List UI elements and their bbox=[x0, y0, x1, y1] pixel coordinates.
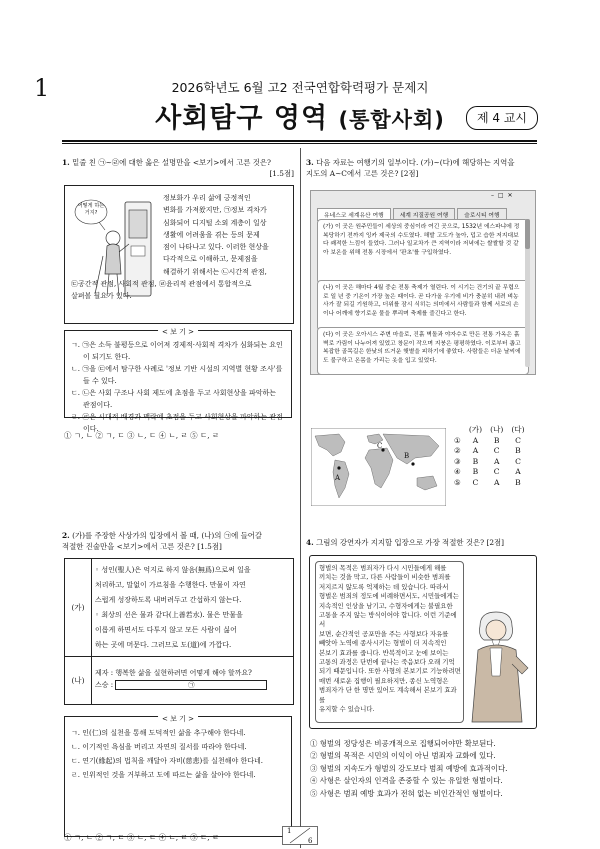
marker-a bbox=[337, 466, 340, 469]
q4-line: 고통을 주지 않는 방식이어야 합니다. 이런 기준에서 bbox=[319, 611, 457, 629]
q3-panel-na: (나) 이 곳은 해마다 4월 중순 전통 축제가 열린다. 이 시기는 건기의 끝 무렵으로 일 년 중 기온이 가장 높은 때이다. 곧 다가올 우기에 비가 충분히 내려 벼농사가 잘 되길 기원하고, 더위를 잠시 식히는 의미에서 사람들과 함께 서로의 손이나 어깨에 향기로운 물을 뿌리며 축제를 즐긴다고 한다. bbox=[317, 280, 529, 331]
q4-line: 되기 때문입니다. 또한 사형의 본보기로 기능하려면 bbox=[319, 667, 461, 676]
footer-page: 1 bbox=[287, 827, 292, 835]
q3-cell: ③ bbox=[454, 456, 461, 466]
q2-bogi-title: < 보 기 > bbox=[158, 712, 198, 726]
q4-passage-box bbox=[309, 555, 537, 729]
q3-cell: A bbox=[515, 467, 521, 477]
q2-ga-line: 이롭게 하면서도 다투지 않고 모든 사람이 싫어 bbox=[95, 626, 237, 634]
period-badge: 제 4 교시 bbox=[466, 106, 538, 130]
q1-prompt-text: 밑줄 친 ㉠~㉣에 대한 옳은 설명만을 <보기>에서 고른 것은? bbox=[72, 158, 271, 167]
q2-prompt-line: (가)를 주장한 사상가의 입장에서 볼 때, (나)의 ㉠에 들어갈 bbox=[72, 531, 263, 540]
q4-option[interactable]: ① 형벌의 정당성은 비공개적으로 집행되어야만 확보된다. bbox=[310, 739, 496, 748]
subject-sub: (통합사회) bbox=[338, 108, 445, 132]
q2-na-answer-label: 스승 : bbox=[95, 681, 114, 689]
q4-line: 지속적인 인상을 남기고, 수형자에게는 불필요한 bbox=[319, 601, 453, 610]
q1-line: 다각적으로 이해하고, 문제점을 bbox=[163, 255, 258, 264]
q1-bogi-item: ㄹ. ㉣은 시대적 배경과 맥락에 초점을 두고 사회현상을 파악하는 관점이다. bbox=[71, 413, 283, 433]
q4-line: 빼앗아 노역에 종사시키는 형벌이 더 지속적인 bbox=[319, 639, 447, 648]
q1-line: 살펴볼 필요가 있다. bbox=[71, 292, 132, 301]
q4-option[interactable]: ⑤ 사형은 범죄 예방 효과가 전혀 없는 비인간적인 형벌이다. bbox=[310, 788, 503, 798]
q1-line: 해결하기 위해서는 ㉡시간적 관점, bbox=[163, 267, 267, 276]
q3-cell: C bbox=[472, 477, 479, 487]
maximize-icon[interactable]: □ bbox=[497, 192, 505, 199]
q4-option[interactable]: ② 형벌의 목적은 시민의 이익이 아닌 범죄자 교화에 있다. bbox=[310, 751, 496, 761]
q3-cell: A bbox=[472, 435, 479, 445]
q3-cell: A bbox=[493, 477, 500, 487]
q3-cell: B bbox=[472, 467, 479, 477]
q1-line: 점이 나타나고 있다. 이러한 현상을 bbox=[163, 243, 269, 252]
q3-table-row bbox=[450, 467, 529, 478]
q2-prompt-line: 적절한 진술만을 <보기>에서 고른 것은? bbox=[62, 541, 195, 551]
q2-na-blank: ㉠ bbox=[115, 680, 267, 690]
q3-points: [2점] bbox=[400, 168, 419, 178]
q2-points: [1.5점] bbox=[197, 541, 222, 551]
q1-line: 변화를 가져왔지만, ㉠정보 격차가 bbox=[163, 206, 267, 215]
q2-ga-line: ◦ 성인(聖人)은 억지로 하지 않음(無爲)으로써 일을 bbox=[95, 566, 251, 574]
q3-cell: ④ bbox=[454, 467, 461, 477]
q1-bogi-title: < 보 기 > bbox=[158, 326, 198, 338]
q1-bogi-item: ㄷ. ㉡은 사회 구조나 사회 제도에 초점을 두고 사회현상을 파악하는 관점이다. bbox=[71, 389, 277, 409]
q1-line: 생활에 어려움을 겪는 등의 문제 bbox=[163, 230, 260, 239]
map-label-a: A bbox=[335, 474, 341, 482]
exam-title: 2026학년도 6월 고2 전국연합학력평가 문제지 bbox=[171, 80, 429, 95]
marker-b bbox=[411, 462, 414, 465]
q1-line: 정보화가 우리 삶에 긍정적인 bbox=[163, 194, 251, 202]
q3-cell: C bbox=[493, 467, 500, 477]
header-rule-thin bbox=[62, 143, 537, 144]
q2-na-label: (나) bbox=[65, 657, 92, 704]
q2-na-text bbox=[95, 667, 289, 691]
q2-ga-label: (가) bbox=[65, 559, 92, 657]
q2-bogi-item: ㄴ. 이기적인 욕심을 버리고 자연의 질서를 따라야 한다네. bbox=[71, 743, 247, 751]
subject-main: 사회탐구 영역 bbox=[155, 103, 329, 134]
q3-prompt-line: 다음 자료는 여행기의 일부이다. (가)~(다)에 해당하는 지역을 bbox=[316, 158, 515, 167]
q2-ga-text bbox=[95, 563, 289, 653]
q4-passage-text bbox=[319, 564, 461, 715]
q3-table-row bbox=[450, 457, 529, 468]
q2-prompt bbox=[62, 531, 294, 552]
q3-cell: A bbox=[472, 446, 479, 456]
q1-points: [1.5점] bbox=[269, 168, 294, 178]
q2-number: 2. bbox=[62, 531, 70, 540]
map-label-c: C bbox=[377, 442, 383, 450]
q2-bogi-box bbox=[64, 716, 292, 837]
q4-line: 형벌은 범죄의 정도에 비례하면서도, 시민들에게는 bbox=[319, 592, 459, 601]
q4-number: 4. bbox=[306, 538, 314, 547]
q4-line: 매번 새로운 집행이 필요하지만, 종신 노역형은 bbox=[319, 676, 449, 685]
q4-lecturer-illustration bbox=[466, 606, 532, 724]
q4-options bbox=[310, 738, 542, 800]
q3-cell: B bbox=[472, 456, 479, 466]
q1-line: 심화되어 디지털 소외 계층이 일상 bbox=[163, 218, 267, 227]
q4-option[interactable]: ④ 사형은 살인자의 인격을 존중할 수 있는 유일한 형벌이다. bbox=[310, 776, 503, 786]
minimize-icon[interactable]: – bbox=[491, 192, 495, 199]
q4-line: 범죄자가 단 한 명만 있어도 계속해서 본보기 효과를 bbox=[319, 686, 457, 704]
q3-number: 3. bbox=[306, 158, 314, 167]
q2-bogi-item: ㄱ. 인(仁)의 실천을 통해 도덕적인 삶을 추구해야 한다네. bbox=[71, 729, 246, 737]
scrollbar-thumb[interactable] bbox=[525, 219, 530, 249]
map-label-b: B bbox=[404, 452, 410, 460]
page-number: 1 bbox=[34, 74, 50, 102]
q3-cell: B bbox=[493, 435, 500, 445]
q3-cell: C bbox=[515, 435, 521, 445]
q2-bogi-item: ㄷ. 연기(緣起)의 법칙을 깨달아 자비(慈悲)를 실천해야 한다네. bbox=[71, 757, 263, 765]
q4-line: 보면, 순간적인 공포만을 주는 사형보다 자유를 bbox=[319, 629, 449, 638]
q3-travel-window bbox=[310, 190, 536, 375]
q3-world-map bbox=[311, 428, 446, 506]
footer-total: 6 bbox=[308, 837, 313, 845]
q1-choices: ① ㄱ, ㄴ ② ㄱ, ㄷ ③ ㄴ, ㄷ ④ ㄴ, ㄹ ⑤ ㄷ, ㄹ bbox=[64, 431, 220, 440]
q3-cell: ② bbox=[454, 446, 461, 456]
q1-line: ㉢공간적 관점, 사회적 관점, ㉣윤리적 관점에서 통합적으로 bbox=[71, 280, 252, 288]
q3-cell: ① bbox=[454, 435, 461, 445]
q2-choices: ① ㄱ, ㄴ ② ㄱ, ㄷ ③ ㄴ, ㄷ ④ ㄴ, ㄹ ⑤ ㄷ, ㄹ bbox=[64, 833, 220, 842]
q2-bogi-item: ㄹ. 인위적인 것을 거부하고 도에 따르는 삶을 살아야 한다네. bbox=[71, 771, 256, 779]
q3-cell: C bbox=[493, 446, 500, 456]
q4-points: [2점] bbox=[486, 538, 505, 547]
tab-geopark[interactable]: 세계 지질공원 여행 bbox=[393, 208, 455, 221]
q4-prompt bbox=[306, 538, 538, 549]
q3-prompt bbox=[306, 158, 538, 179]
q4-line: 고통의 과정은 단번에 끝나는 죽음보다 오래 기억 bbox=[319, 658, 455, 667]
q3-answer-table bbox=[450, 425, 529, 489]
q2-ga-line: 스럽게 성장하도록 내버려두고 간섭하지 않는다. bbox=[95, 596, 242, 604]
q3-cell: C bbox=[515, 456, 521, 466]
q3-col-na: (나) bbox=[490, 425, 504, 434]
scrollbar[interactable] bbox=[525, 219, 530, 367]
q1-passage-box bbox=[64, 185, 294, 324]
close-icon[interactable]: ✕ bbox=[507, 192, 514, 199]
q3-prompt-line: 지도의 A~C에서 고른 것은? bbox=[306, 168, 399, 178]
q1-bogi-box bbox=[64, 328, 292, 433]
q2-ga-line: ◦ 최상의 선은 물과 같다(上善若水). 물은 만물을 bbox=[95, 611, 243, 619]
q3-cell: A bbox=[493, 456, 500, 466]
q3-col-ga: (가) bbox=[468, 425, 483, 434]
q2-table-divider bbox=[65, 656, 293, 657]
q4-prompt-text: 그림의 강연자가 지지할 입장으로 가장 적절한 것은? bbox=[316, 538, 485, 547]
q3-table-row bbox=[450, 446, 529, 457]
q3-table-row bbox=[450, 478, 529, 489]
q1-prompt bbox=[62, 158, 294, 179]
q3-col-da: (다) bbox=[511, 425, 525, 434]
q3-cell: ⑤ bbox=[454, 477, 461, 487]
window-controls bbox=[491, 192, 514, 199]
q3-table-header bbox=[450, 425, 529, 436]
tab-slowcity[interactable]: 슬로시티 여행 bbox=[457, 208, 506, 221]
header-rule bbox=[62, 140, 537, 142]
q1-speech-bubble: 어떻게 하는 거지? bbox=[77, 203, 105, 216]
q2-passage-table bbox=[64, 558, 294, 705]
column-divider bbox=[300, 148, 301, 848]
q4-line: 유지할 수 있습니다. bbox=[319, 705, 375, 714]
q3-panel-da: (다) 이 곳은 오아시스 주변 마을로, 진흙 벽돌과 야자수로 만든 전통 가옥은 흙벽로 가림이 나누어져 있었고 창문이 작으며 지붕은 평평하였다. 이로부터 좁고 복잡한 골목길은 한낮의 뜨거운 햇볕을 피하기에 좋았다. 사람들은 더운 날씨에도 불구하고 온몸을 가리는 옷을 입고 있었다. bbox=[317, 327, 529, 375]
q3-panel-ga: (가) 이 곳은 원주민들이 세상의 중심이라 여긴 곳으로, 1532년 에스파냐에 정복당하기 전까지 잉카 제국의 수도였다. 해발 고도가 높아, 덥고 습한 저지대보다 쾌적한 느낌이 들었다. 그러나 일교차가 큰 지역이라 저녁에는 쌀쌀할 것 같아 보온을 위해 전통 시장에서 '판초'를 구입하였다. bbox=[317, 219, 529, 284]
q4-line: 저지르지 않도록 억제하는 데 있습니다. 따라서 bbox=[319, 582, 449, 591]
q1-passage-text bbox=[163, 192, 289, 278]
q3-cell: B bbox=[515, 446, 521, 456]
q1-number: 1. bbox=[62, 158, 70, 167]
q4-line: 본보기 효과를 줍니다. 반복적이고 눈에 보이는 bbox=[319, 648, 449, 657]
q1-bogi-item: ㄴ. ㉠을 ㉢에서 탐구한 사례로 '정보 기반 시설의 지역별 현황 조사'를 들 수 있다. bbox=[71, 365, 283, 385]
q3-table-row bbox=[450, 436, 529, 447]
q4-line: 형벌의 목적은 범죄자가 다시 시민들에게 해를 bbox=[319, 564, 447, 572]
q2-na-question: 제자 : 행복한 삶을 실현하려면 어떻게 해야 할까요? bbox=[95, 669, 252, 677]
q1-bogi-item: ㄱ. ㉠은 소득 불평등으로 이어져 경제적·사회적 격차가 심화되는 요인이 되기도 한다. bbox=[71, 341, 283, 361]
q1-passage-tail bbox=[71, 278, 289, 303]
q2-ga-line: 처리하고, 말없이 가르침을 수행한다. 만물이 자연 bbox=[95, 581, 246, 589]
q3-cell: B bbox=[515, 477, 521, 487]
q4-option[interactable]: ③ 형벌의 지속도가 형벌의 강도보다 범죄 예방에 효과적이다. bbox=[310, 763, 508, 773]
q2-ga-line: 하는 곳에 머문다. 그러므로 도(道)에 가깝다. bbox=[95, 641, 232, 649]
q4-line: 끼치는 것을 막고, 다른 사람들이 비슷한 범죄를 bbox=[319, 573, 451, 582]
tab-unesco[interactable]: 유네스코 세계유산 여행 bbox=[317, 208, 391, 221]
